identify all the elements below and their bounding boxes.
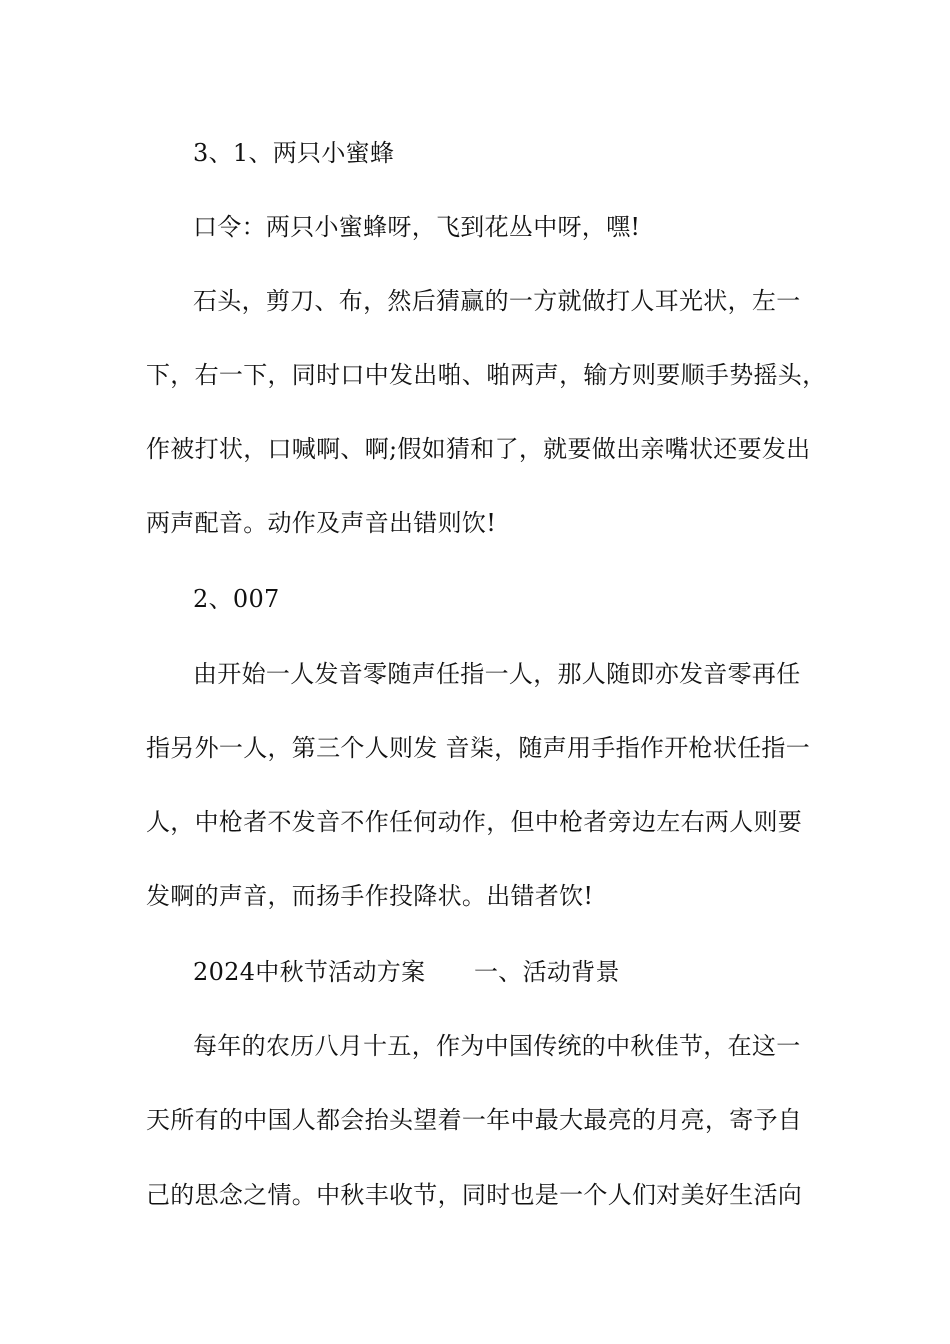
paragraph-line: 己的思念之情。中秋丰收节，同时也是一个人们对美好生活向 — [146, 1181, 803, 1209]
heading-mid-autumn-plan: 2024中秋节活动方案 一、活动背景 — [193, 958, 620, 986]
paragraph-line: 口令：两只小蜜蜂呀，飞到花丛中呀，嘿! — [193, 213, 641, 241]
paragraph-line: 两声配音。动作及声音出错则饮! — [146, 509, 497, 537]
paragraph-line: 下，右一下，同时口中发出啪、啪两声，输方则要顺手势摇头， — [146, 361, 827, 389]
paragraph-line: 发啊的声音，而扬手作投降状。出错者饮! — [146, 882, 594, 910]
heading-two-bees: 3、1、两只小蜜蜂 — [193, 139, 395, 167]
paragraph-line: 人，中枪者不发音不作任何动作，但中枪者旁边左右两人则要 — [146, 808, 803, 836]
paragraph-line: 由开始一人发音零随声任指一人，那人随即亦发音零再任 — [193, 660, 801, 688]
heading-007: 2、007 — [193, 585, 280, 613]
paragraph-line: 指另外一人，第三个人则发 音柒，随声用手指作开枪状任指一 — [146, 734, 811, 762]
paragraph-line: 石头，剪刀、布，然后猜赢的一方就做打人耳光状，左一 — [193, 287, 801, 315]
paragraph-line: 每年的农历八月十五，作为中国传统的中秋佳节，在这一 — [193, 1032, 801, 1060]
paragraph-line: 作被打状，口喊啊、啊;假如猜和了，就要做出亲嘴状还要发出 — [146, 435, 811, 463]
paragraph-line: 天所有的中国人都会抬头望着一年中最大最亮的月亮，寄予自 — [146, 1106, 803, 1134]
